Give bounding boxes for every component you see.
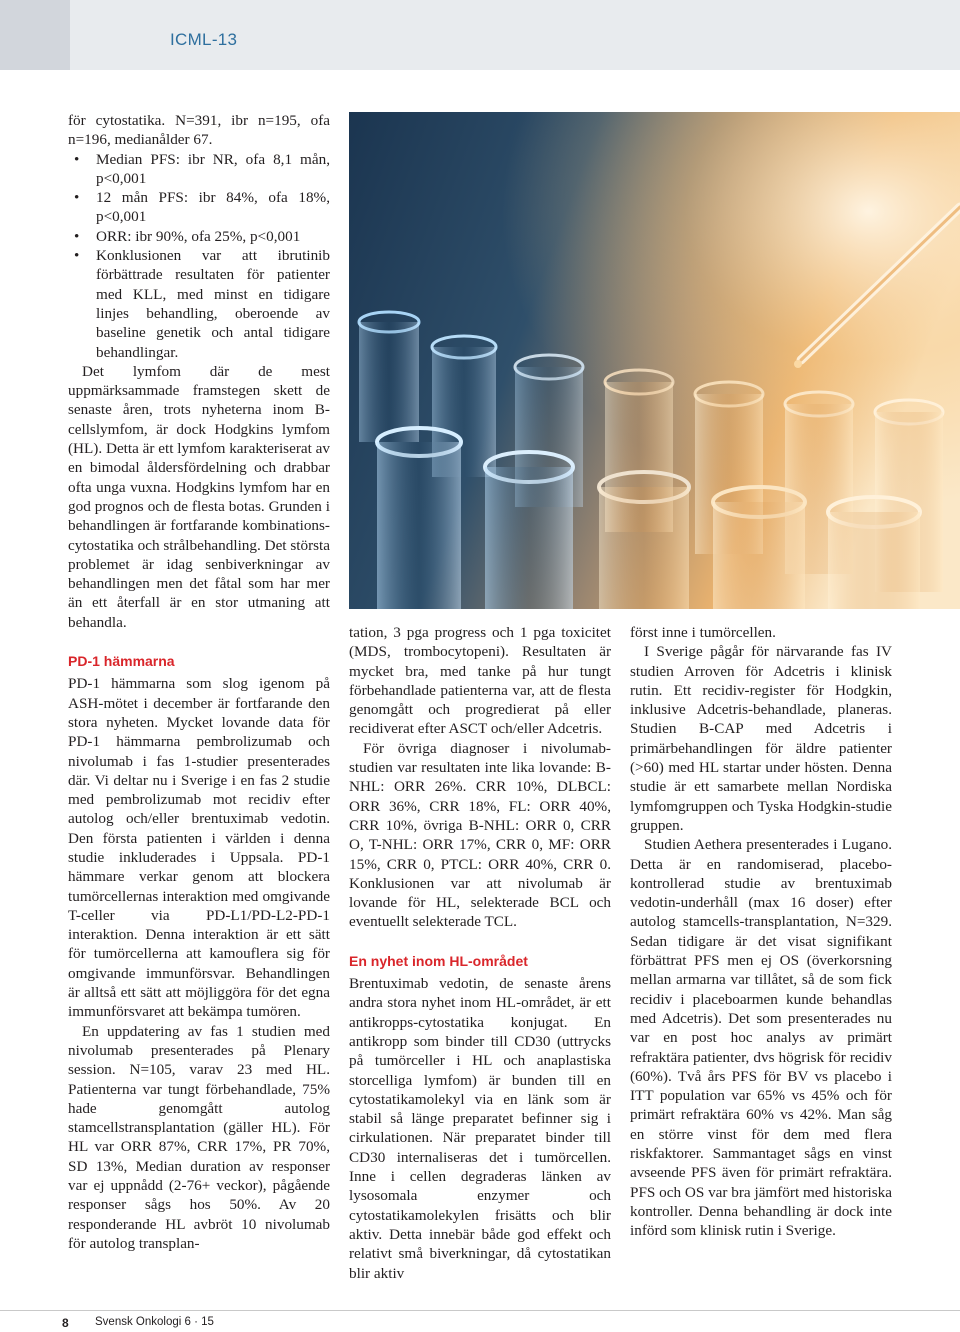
test-tubes-image [349, 112, 960, 609]
paragraph-intro: för cytostatika. N=391, ibr n=195, ofa n=196, medianålder 67. [68, 112, 330, 149]
publication-name: Svensk Onkologi 6 · 15 [95, 1316, 214, 1328]
paragraph-sweden-studies: I Sverige pågår för närvarande fas IV studien Arroven för Adcetris i klinisk rutin. Ett recidiv-register för Hodgkin, inklusive Adcetris-behandlade, planeras. Studien B-CAP med Adcetris i primärbehandlingen för äldre patienter (>60) med HL startar under hösten. Denna studie är ett samarbete mellan Nordiska lymfomgruppen och Tyska Hodgkin-studie gruppen. [630, 643, 892, 834]
top-banner [0, 0, 960, 70]
list-item: • Median PFS: ibr NR, ofa 8,1 mån, p<0,001 [96, 150, 330, 189]
section-heading-hl: En nyhet inom HL-området [349, 952, 528, 969]
paragraph-continuation: först inne i tumörcellen. [630, 624, 776, 641]
list-item: • 12 mån PFS: ibr 84%, ofa 18%, p<0,001 [96, 188, 330, 227]
paragraph-other-diagnoses: För övriga diagnoser i nivolumab-studien var resultaten inte lika lovande: B-NHL: ORR 26%. CRR 10%, DLBCL: ORR 36%, CRR 18%, FL: ORR 40%, CRR 10%, övriga B-NHL: ORR 0, CRR O, T-NHL: ORR 17%, CRR 0, MF: ORR 15%, CRR 0, PTCL: ORR 40%, CRR 0. Konklusionen var att nivolumab är lovande för HL, selekterade BCL och eventuellt selekterade TCL. [349, 739, 611, 931]
test-tubes-photo [349, 112, 960, 609]
paragraph-pd1-b: En uppdatering av fas 1 studien med nivolumab presenterades på Plenary session. N=105, varav 23 med HL. Patienterna var tungt förbehandlade, 75% hade genomgått autolog stamcellstransplantation (gäller HL). För HL var ORR 87%, CRR 17%, PR 70%, SD 13%, Median duration av responser var ej uppnådd (2-76+ veckor), pågående responser sågs hos 50%. Av 20 responderande HL avbröt 10 nivolumab för autolog transplan- [68, 1022, 330, 1252]
running-head: ICML-13 [170, 30, 238, 49]
list-item: • Konklusionen var att ibrutinib förbättrade resultaten för patienter med KLL, med minst en tidigare linjes behandling, oberoende av baseline genetik och antal tidigare behandlingar. [96, 246, 330, 362]
paragraph-pd1-a: PD-1 hämmarna som slog igenom på ASH-mötet i december är fortfarande den stora nyheten. Mycket lovande data för PD-1 hämmarna pembrolizumab och nivolumab i fas 1-studier presenterades där. Vi deltar nu i Sverige i en fas 2 studie med pembrolizumab mot recidiv efter autolog och/eller brentuximab vedotin. Den första patienten i världen i denna studie inkluderades i Uppsala. PD-1 hämmare verkar genom att blockera tumörcellernas interaktion med omgivande T-celler via PD-L1/PD-L2-PD-1 interaktion. Denna interaktion är ett sätt för tumörcellerna att kamouflera sig för omgivande immunförsvar. Behandlingen är alltså ett sätt att möjliggöra för det egna immunförsvaret att bekämpa tumören. [68, 675, 330, 1021]
footer-rule [0, 1310, 960, 1311]
paragraph-aethera: Studien Aethera presenterades i Lugano. Detta är en randomiserad, placebo-kontrollerad studie av brentuximab vedotin-underhåll (max 16 doser) efter autolog stamcells-transplantation, N=329. Sedan tidigare är det visat signifikant förbättrat PFS men ej OS (överkorsning mellan armarna var tillåtet, så de som fick recidiv i placeboarmen kunde behandlas med Adcetris). Det som presenterades nu var en post hoc analys av primärt refraktära patienter, dvs högrisk för recidiv (60%). Två års PFS för BV vs placebo i ITT population var 65% vs 45% och för primärt refraktära 60% vs 42%. Man såg en större vinst för dem med flera riskfaktorer. Sammantaget sågs en vinst avseende PFS även för primärt refraktära. PFS och OS var bra jämfört med historiska kontroller. Denna behandling är dock inte införd som klinisk rutin i Sverige. [630, 836, 892, 1240]
results-bullet-list [68, 150, 330, 362]
column-3 [630, 623, 892, 1241]
page-footer [0, 1310, 960, 1332]
column-2 [349, 623, 611, 1283]
section-heading-pd1: PD-1 hämmarna [68, 653, 175, 670]
paragraph-nivolumab-results: tation, 3 pga progress och 1 pga toxicitet (MDS, trombocytopeni). Resultaten är mycket bra, med tanke på hur tungt förbehandlade patienterna var, att de flesta genomgått och progredierat på eller recidiverat efter ASCT och/eller Adcetris. [349, 624, 611, 738]
paragraph-hodgkin: Det lymfom där de mest uppmärksammade framstegen skett de senaste åren, trots nyheterna inom B-cellslymfom, är dock Hodgkins lymfom (HL). Detta är ett lymfom karakteriserat av en bimodal åldersfördelning och drabbar ofta unga vuxna. Hodgkins lymfom har en god prognos och de flesta botas. Grunden i behandlingen är fortfarande kombinations-cytostatika och strålbehandling. Det största problemet är idag senbiverkningar av behandlingen men det fåtal som har mer än ett återfall är en stor utmaning att behandla. [68, 362, 330, 631]
top-banner-corner [0, 0, 70, 70]
column-1 [68, 111, 330, 1253]
page-number: 8 [62, 1316, 69, 1330]
list-item: • ORR: ibr 90%, ofa 25%, p<0,001 [96, 227, 330, 246]
paragraph-brentuximab: Brentuximab vedotin, de senaste årens andra stora nyhet inom HL-området, är ett antikropps-cytostatika konjugat. En antikropp som binder till CD30 (uttrycks på tumörceller i HL och anaplastiska storcelliga lymfom) är bunden till en cytostatikamolekyl via en länk som är stabil så länge preparatet befinner sig i cirkulationen. När preparatet binder till CD30 internaliseras det i tumörcellen. Inne i cellen degraderas länken av lysosomala enzymer och cytostatikamolekylen frisätts och blir aktiv. Detta innebär både god effekt och relativt små biverkningar, då cytostatikan blir aktiv [349, 975, 611, 1282]
